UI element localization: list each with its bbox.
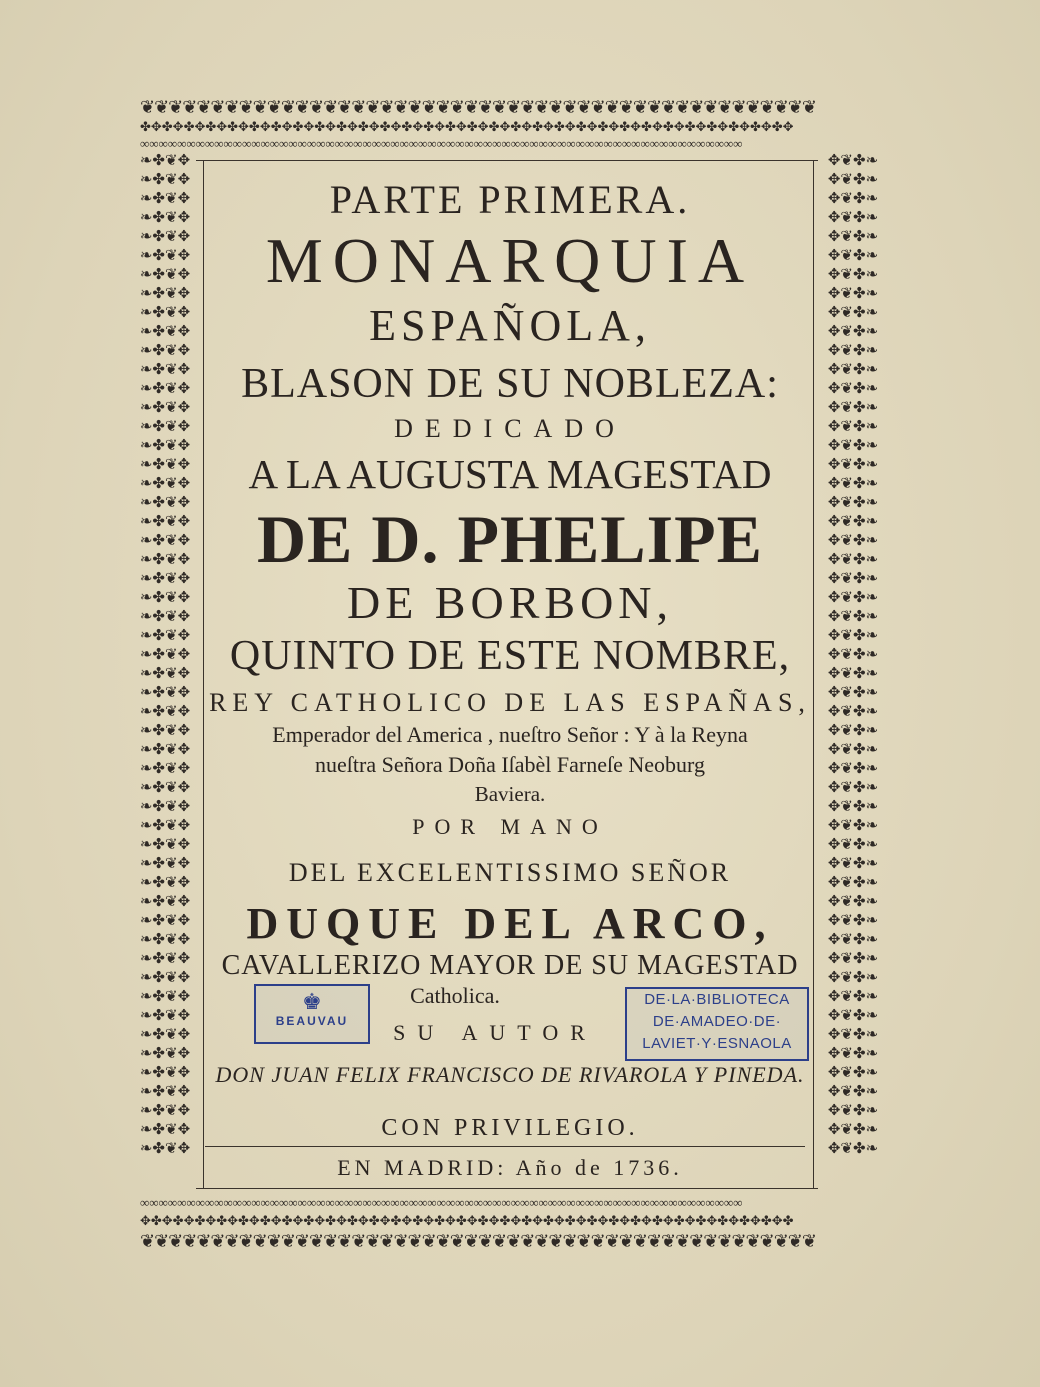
frame-left-rule <box>203 160 204 1188</box>
stamp-line-2: DE·AMADEO·DE· <box>652 1013 782 1030</box>
left-ornament-border: ❧✤❦✥❧✤❦✥❧✤❦✥❧✤❦✥❧✤❦✥❧✤❦✥❧✤❦✥❧✤❦✥❧✤❦✥❧✤❦✥❧✤❦✥❧✤❦✥❧✤❦✥❧✤❦✥❧✤❦✥❧✤❦✥❧✤❦✥❧✤❦✥❧✤❦✥❧✤❦✥❧✤❦✥❧✤❦✥❧✤❦✥❧✤❦✥❧✤❦✥❧✤❦✥❧✤❦✥❧✤❦✥❧✤❦✥❧✤❦✥❧✤❦✥❧✤❦✥❧✤❦✥❧✤❦✥❧✤❦✥❧✤❦✥❧✤❦✥❧✤❦✥❧✤❦✥❧✤❦✥❧✤❦✥❧✤❦✥❧✤❦✥❧✤❦✥❧✤❦✥❧✤❦✥❧✤❦✥❧✤❦✥❧✤❦✥❧✤❦✥❧✤❦✥❧✤❦✥❧✤❦✥ <box>139 153 191 1157</box>
dedicatee-name: DE D. PHELIPE <box>256 501 764 577</box>
stamp-line-3: LAVIET·Y·ESNAOLA <box>642 1035 792 1052</box>
top-ornament-border-2: ✤✥✤✥✤✥✤✥✤✥✤✥✤✥✤✥✤✥✤✥✤✥✤✥✤✥✤✥✤✥✤✥✤✥✤✥✤✥✤✥✤✥✤✥✤✥✤✥✤✥✤✥✤✥✤✥✤✥✤✥ <box>140 120 794 133</box>
patron-office: CAVALLERIZO MAYOR DE SU MAGESTAD <box>221 950 799 981</box>
dedicatee-title: REY CATHOLICO DE LAS ESPAÑAS, <box>209 688 811 717</box>
patron-honorific: DEL EXCELENTISSIMO SEÑOR <box>288 858 732 887</box>
dedicatee-line-1: A LA AUGUSTA MAGESTAD <box>248 451 772 497</box>
stamp-label: BEAUVAU <box>275 1014 349 1028</box>
top-ornament-border: ❦❦❦❦❦❦❦❦❦❦❦❦❦❦❦❦❦❦❦❦❦❦❦❦❦❦❦❦❦❦❦❦❦❦❦❦❦❦❦❦❦❦❦❦❦❦❦❦ <box>140 98 816 116</box>
privilege-separator-rule <box>205 1146 805 1147</box>
eagle-icon: ♚ <box>302 989 322 1014</box>
main-title: MONARQUIA <box>265 225 755 296</box>
dedication-text-3: Baviera. <box>474 782 546 806</box>
dedication-text-2: nueſtra Señora Doña Iſabèl Farneſe Neoburg <box>315 752 705 777</box>
dedication-label: DEDICADO <box>394 414 626 443</box>
privilege-line: CON PRIVILEGIO. <box>381 1115 639 1141</box>
frame-bottom-rule <box>196 1188 818 1189</box>
biblioteca-stamp <box>625 987 809 1061</box>
patron-office-2: Catholica. <box>410 983 500 1008</box>
bottom-ornament-border-2: ✥✤✥✤✥✤✥✤✥✤✥✤✥✤✥✤✥✤✥✤✥✤✥✤✥✤✥✤✥✤✥✤✥✤✥✤✥✤✥✤✥✤✥✤✥✤✥✤✥✤✥✤✥✤✥✤✥✤✥✤ <box>140 1214 794 1227</box>
dedicatee-house: DE BORBON, <box>346 577 674 628</box>
title-line-3: ESPAÑOLA, <box>369 301 651 350</box>
stamp-line-1: DE·LA·BIBLIOTECA <box>644 991 790 1008</box>
dedicatee-ordinal: QUINTO DE ESTE NOMBRE, <box>229 633 791 679</box>
author-name: DON JUAN FELIX FRANCISCO DE RIVAROLA Y PINEDA. <box>215 1062 805 1087</box>
bottom-ornament-border-3: ❦❦❦❦❦❦❦❦❦❦❦❦❦❦❦❦❦❦❦❦❦❦❦❦❦❦❦❦❦❦❦❦❦❦❦❦❦❦❦❦❦❦❦❦❦❦❦❦ <box>140 1232 816 1250</box>
beauvau-library-stamp <box>254 984 370 1044</box>
dedication-text-1: Emperador del America , nueſtro Señor : Y à la Reyna <box>272 722 748 747</box>
part-heading: PARTE PRIMERA. <box>329 177 691 222</box>
by-hand-label: POR MANO <box>412 814 608 839</box>
subtitle: BLASON DE SU NOBLEZA: <box>241 361 779 407</box>
author-label: SU AUTOR <box>393 1020 597 1045</box>
bottom-ornament-border: ∞∞∞∞∞∞∞∞∞∞∞∞∞∞∞∞∞∞∞∞∞∞∞∞∞∞∞∞∞∞∞∞∞∞∞∞∞∞∞∞∞∞∞∞∞∞∞∞∞∞∞∞∞∞∞∞∞∞∞∞∞∞∞∞∞ <box>140 1196 743 1209</box>
top-ornament-border-3: ∞∞∞∞∞∞∞∞∞∞∞∞∞∞∞∞∞∞∞∞∞∞∞∞∞∞∞∞∞∞∞∞∞∞∞∞∞∞∞∞∞∞∞∞∞∞∞∞∞∞∞∞∞∞∞∞∞∞∞∞∞∞∞∞∞ <box>140 137 743 150</box>
right-ornament-border: ✥❦✤❧✥❦✤❧✥❦✤❧✥❦✤❧✥❦✤❧✥❦✤❧✥❦✤❧✥❦✤❧✥❦✤❧✥❦✤❧✥❦✤❧✥❦✤❧✥❦✤❧✥❦✤❧✥❦✤❧✥❦✤❧✥❦✤❧✥❦✤❧✥❦✤❧✥❦✤❧✥❦✤❧✥❦✤❧✥❦✤❧✥❦✤❧✥❦✤❧✥❦✤❧✥❦✤❧✥❦✤❧✥❦✤❧✥❦✤❧✥❦✤❧✥❦✤❧✥❦✤❧✥❦✤❧✥❦✤❧✥❦✤❧✥❦✤❧✥❦✤❧✥❦✤❧✥❦✤❧✥❦✤❧✥❦✤❧✥❦✤❧✥❦✤❧✥❦✤❧✥❦✤❧✥❦✤❧✥❦✤❧✥❦✤❧✥❦✤❧✥❦✤❧✥❦✤❧✥❦✤❧ <box>827 153 879 1157</box>
imprint-line: EN MADRID: Año de 1736. <box>337 1155 683 1180</box>
frame-top-rule <box>196 160 818 161</box>
patron-name: DUQUE DEL ARCO, <box>246 899 774 948</box>
